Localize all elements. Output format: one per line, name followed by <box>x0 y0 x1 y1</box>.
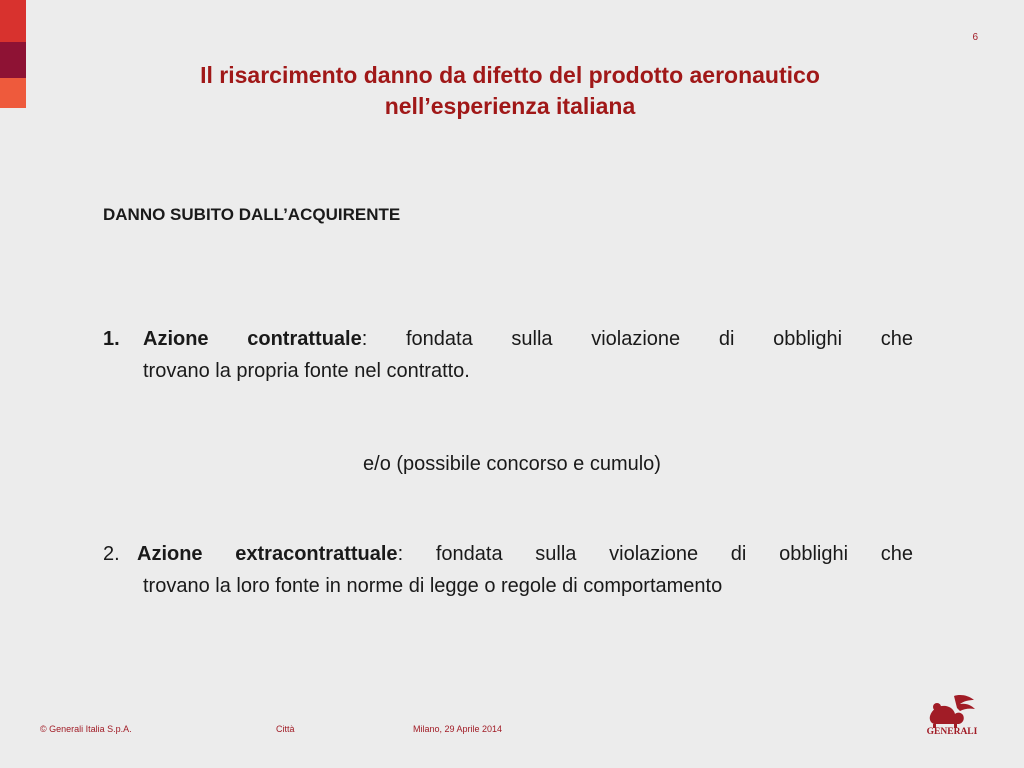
list-item-continuation: trovano la loro fonte in norme di legge o regole di comportamento <box>143 575 723 597</box>
list-item-description: : fondata sulla violazione di obblighi che <box>397 543 914 565</box>
slide-title <box>120 60 900 122</box>
accent-bar-burgundy <box>0 42 26 78</box>
footer-city: Città <box>276 724 295 734</box>
list-item-term: Azione extracontrattuale <box>137 543 398 565</box>
list-item-continuation: trovano la propria fonte nel contratto. <box>143 360 470 382</box>
list-item-term: Azione contrattuale <box>143 328 362 350</box>
slide-title-line-1: Il risarcimento danno da difetto del prodotto aeronautico <box>200 62 820 88</box>
footer-date: Milano, 29 Aprile 2014 <box>413 724 503 734</box>
section-heading: DANNO SUBITO DALL’ACQUIRENTE <box>103 205 401 224</box>
page-number: 6 <box>972 32 978 43</box>
slide-title-line-2: nell’esperienza italiana <box>384 93 636 119</box>
list-item-description: : fondata sulla violazione di obblighi che <box>361 328 913 350</box>
list-item-extracontractual <box>103 538 913 602</box>
connector-text: e/o (possibile concorso e cumulo) <box>363 453 661 475</box>
accent-bar-orange <box>0 78 26 108</box>
footer-copyright: © Generali Italia S.p.A. <box>40 724 132 734</box>
accent-bar-red <box>0 0 26 42</box>
list-item-number: 2. <box>103 543 120 565</box>
list-item-contractual <box>103 323 913 387</box>
logo-wordmark: GENERALI <box>926 727 978 737</box>
list-item-number: 1. <box>103 328 120 350</box>
